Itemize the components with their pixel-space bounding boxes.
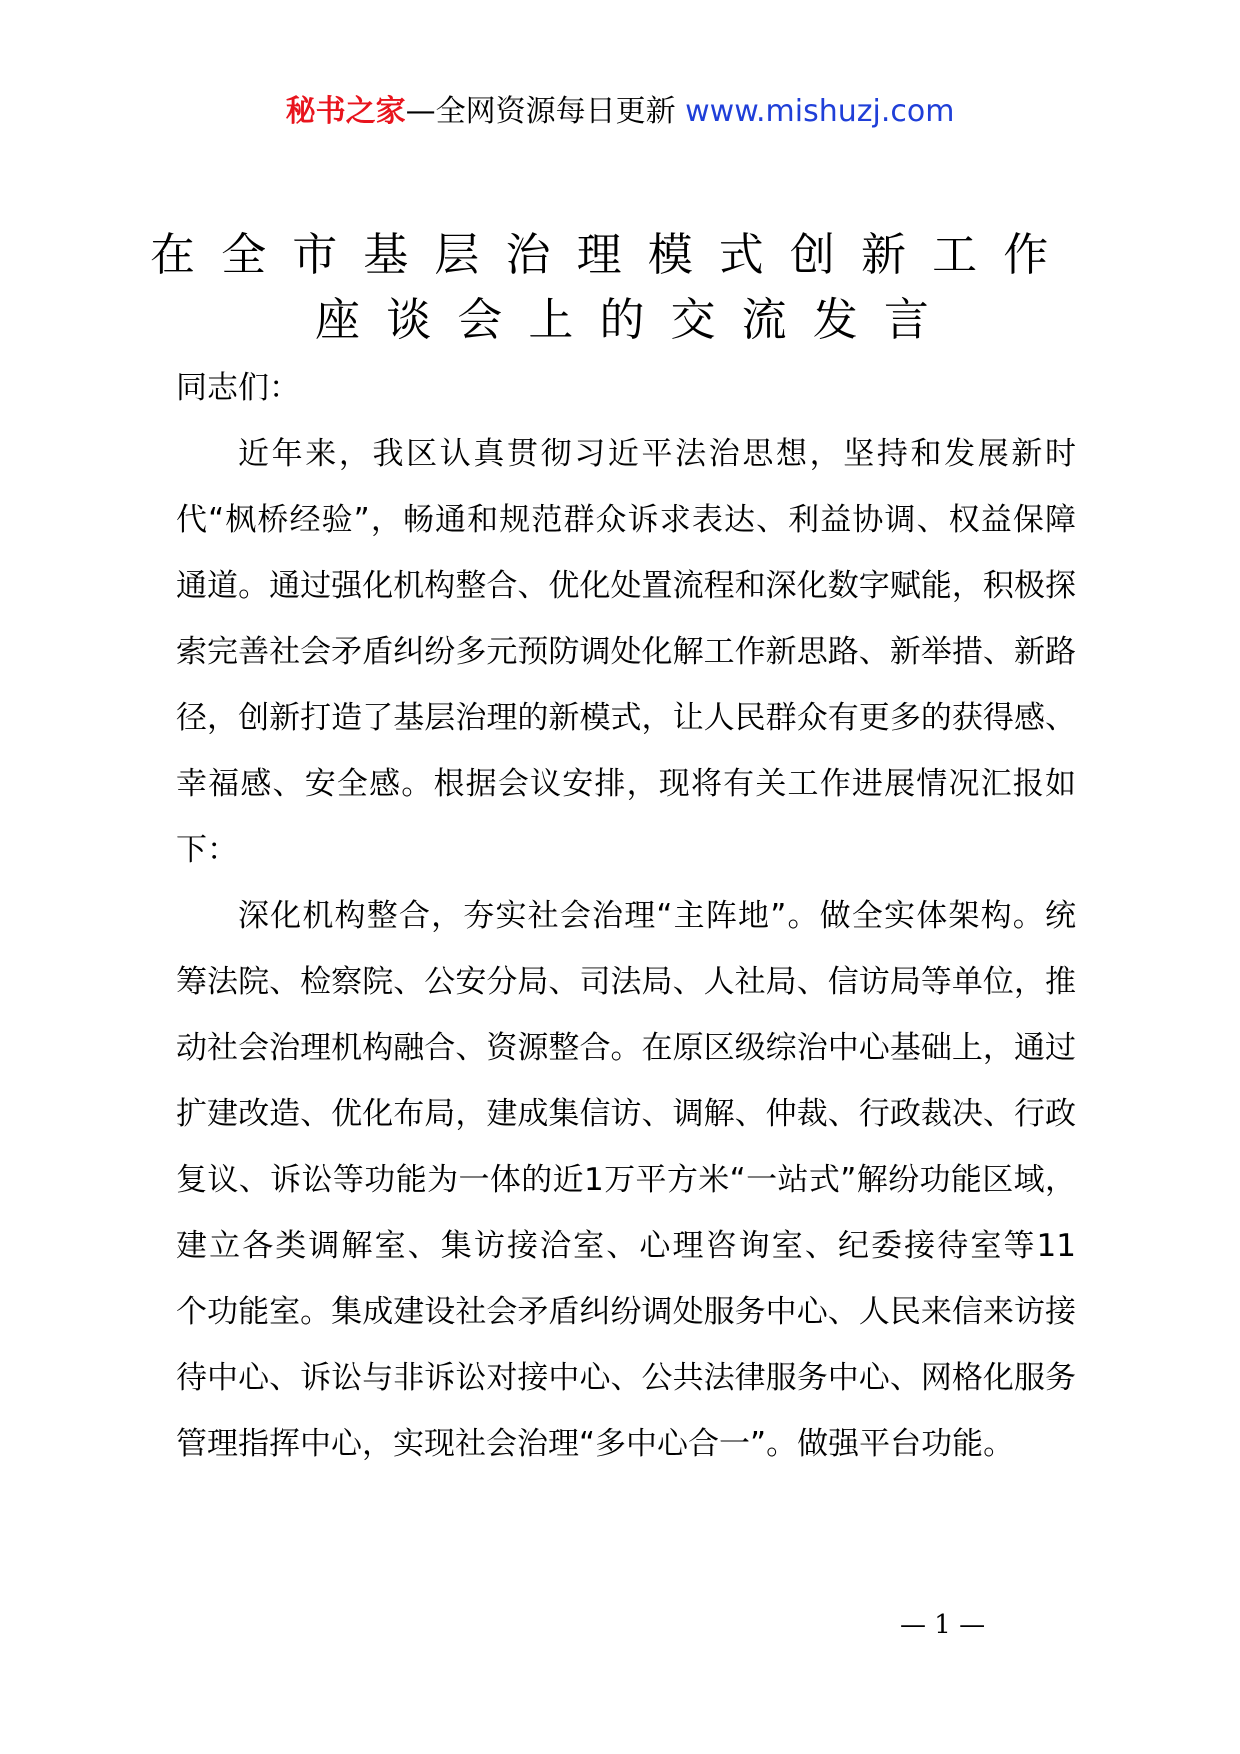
- body-paragraph-2: [176, 883, 1107, 1477]
- document-title-line-1: 在全市基层治理模式创新工作: [150, 228, 1075, 281]
- body-paragraph-1: [176, 421, 1076, 883]
- document-title-line-2: 座谈会上的交流发言: [315, 293, 955, 346]
- salutation: 同志们：: [176, 370, 300, 406]
- paragraph-text: 深化机构整合，夯实社会治理“主阵地”。做全实体架构。统筹法院、检察院、公安分局、司法局、人社局、信访局等单位，推动社会治理机构融合、资源整合。在原区级综治中心基础上，通过扩建改造、优化布局，建成集信访、调解、仲裁、行政裁决、行政复议、诉讼等功能为一体的近1万平方米“一站式”解纷功能区域，建立各类调解室、集访接洽室、心理咨询室、纪委接待室等11 个功能室。集成建设社会矛盾纠纷调处服务中心、人民来信来访接待中心、诉讼与非诉讼对接中心、公共法律服务中心、网格化服务管理指挥中心，实现社会治理“多中心合一”。做强平台功能。: [176, 898, 1107, 1462]
- site-header: [0, 92, 1240, 132]
- paragraph-text: 近年来，我区认真贯彻习近平法治思想，坚持和发展新时代“枫桥经验”，畅通和规范群众诉求表达、利益协调、权益保障通道。通过强化机构整合、优化处置流程和深化数字赋能，积极探索完善社会矛盾纠纷多元预防调处化解工作新思路、新举措、新路径，创新打造了基层治理的新模式，让人民群众有更多的获得感、幸福感、安全感。根据会议安排，现将有关工作进展情况汇报如下：: [176, 436, 1076, 868]
- site-url-link[interactable]: www.mishuzj.com: [685, 94, 955, 129]
- brand-name: 秘书之家: [285, 94, 406, 129]
- header-tagline: —全网资源每日更新: [405, 94, 686, 129]
- page-number: — 1 —: [900, 1610, 986, 1640]
